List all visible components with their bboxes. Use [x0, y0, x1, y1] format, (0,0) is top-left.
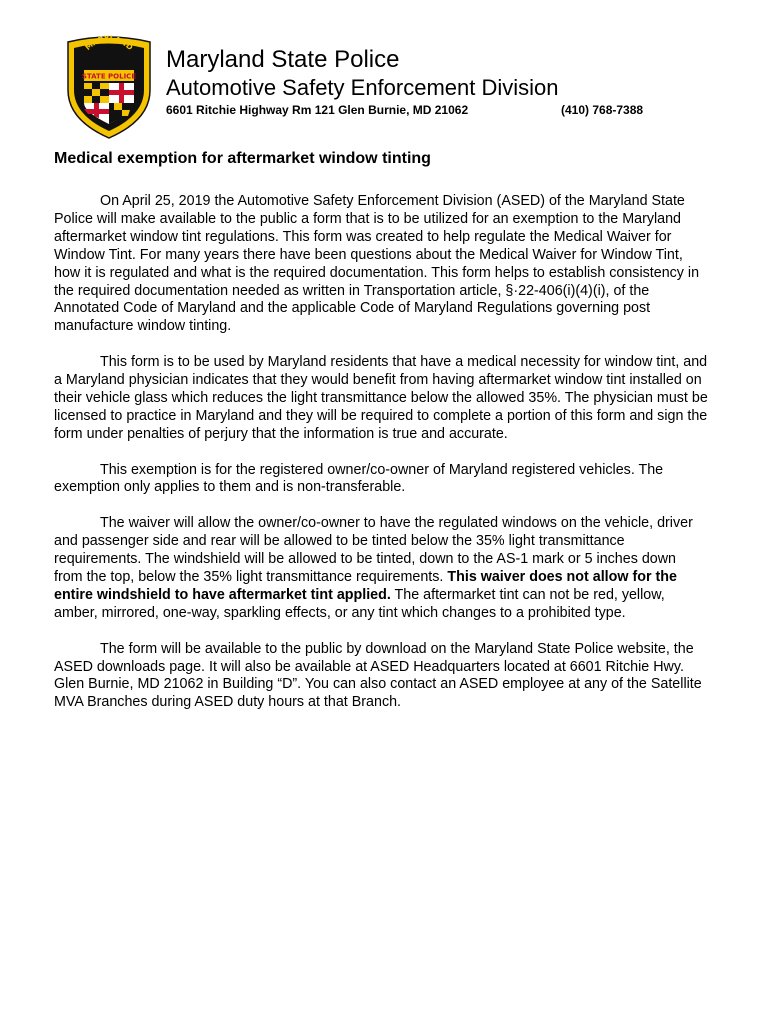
paragraph-1: On April 25, 2019 the Automotive Safety Enforcement Division (ASED) of the Maryland State Police will make available to the public a form that is to be utilized for an exemption to the Maryland aftermarket window tint regulations. This form was created to help regulate the Medical Waiver for Window Tint. For many years there have been questions about the Medical Waiver for Window Tint, how it is regulated and what is the required documentation. This form helps to establish consistency in the required documentation needed as written in Transportation article, §·22-406(i)(4)(i), of the Annotated Code of Maryland and the applicable Code of Maryland Regulations governing post manufacture window tinting.: [54, 193, 700, 335]
paragraph-5: The form will be available to the public by download on the Maryland State Police website, the ASED downloads page. It will also be available at ASED Headquarters located at 6601 Ritchie Hwy. Glen Burnie, MD 21062 in Building “D”. You can also contact an ASED employee at any of the Satellite MVA Branches during ASED duty hours at that Branch.: [54, 640, 702, 711]
document-title: Medical exemption for aftermarket window tinting: [54, 150, 431, 167]
paragraph-3: This exemption is for the registered owner/co-owner of Maryland registered vehicles. The exemption only applies to them and is non-transferable.: [54, 461, 664, 496]
paragraph-4-text-a: The waiver will allow the owner/co-owner to have the regulated windows on the vehicle, driver and passenger side and rear will be allowed to be tinted below the 35% light transmittance requirements. The windshield will be allowed to be tinted, down to the AS-1 mark or 5 inches down from the top, below the 35% light transmittance requirements.: [54, 515, 693, 585]
paragraph-4: [54, 515, 708, 622]
organization-name: Maryland State Police: [166, 46, 400, 73]
address: 6601 Ritchie Highway Rm 121 Glen Burnie, MD 21062: [166, 103, 469, 117]
division-name: Automotive Safety Enforcement Division: [166, 75, 559, 100]
paragraph-4-bold-notice: This waiver does not allow for the entire windshield to have aftermarket tint applied.: [54, 568, 677, 603]
logo-text-bottom: STATE POLICE: [81, 72, 137, 81]
paragraph-2: This form is to be used by Maryland residents that have a medical necessity for window tint, and a Maryland physician indicates that they would benefit from having aftermarket window tint installed on their vehicle glass which reduces the light transmittance below the allowed 35%. The physician must be licensed to practice in Maryland and they will be required to complete a portion of this form and sign the form under penalties of perjury that the information is true and accurate.: [54, 354, 708, 442]
logo-text-top: MARYLAND: [83, 34, 135, 53]
paragraph-4-text-b: The aftermarket tint can not be red, yellow, amber, mirrored, one-way, sparkling effects, or any tint which changes to a prohibited type.: [54, 586, 665, 621]
document-body: [54, 193, 708, 730]
phone-number: (410) 768-7388: [561, 103, 644, 117]
msp-badge-logo: [62, 34, 156, 140]
